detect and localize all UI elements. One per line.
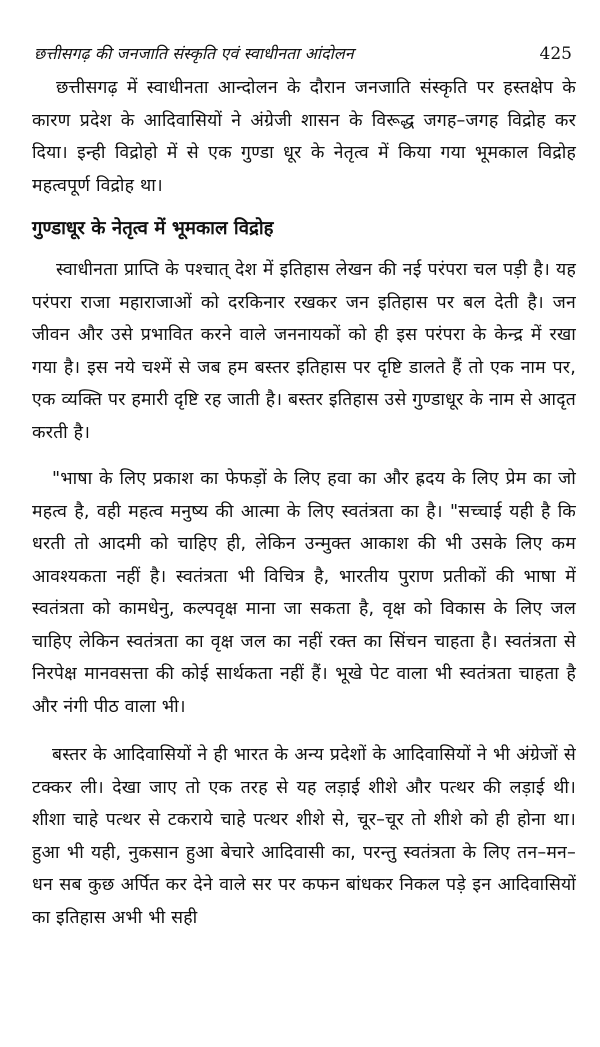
chapter-title: छत्तीसगढ़ की जनजाति संस्कृति एवं स्वाधीनता आंदोलन [34,44,354,63]
body-paragraph-final: बस्तर के आदिवासियों ने ही भारत के अन्य प्रदेशों के आदिवासियों ने भी अंग्रेजों से टक्कर ली। देखा जाए तो एक तरह से यह लड़ाई शीशे और पत्थर की लड़ाई थी। शीशा चाहे पत्थर से टकराये चाहे पत्थर शीशे से, चूर–चूर तो शीशे को ही होना था। हुआ भी यही, नुकसान हुआ बेचारे आदिवासी का, परन्तु स्वतंत्रता के लिए तन–मन–धन सब कुछ अर्पित कर देने वाले सर पर कफन बांधकर निकल पड़े इन आदिवासियों का इतिहास अभी भी सही [32,745,576,928]
intro-paragraph: छत्तीसगढ़ में स्वाधीनता आन्दोलन के दौरान जनजाति संस्कृति पर हस्तक्षेप के कारण प्रदेश के आदिवासियों ने अंग्रेजी शासन के विरूद्ध जगह–जगह विद्रोह कर दिया। इन्ही विद्रोहो में से एक गुण्डा धूर के नेतृत्व में किया गया भूमकाल विद्रोह महत्वपूर्ण विद्रोह था। [32,78,576,196]
body-paragraph: स्वाधीनता प्राप्ति के पश्चात् देश में इतिहास लेखन की नई परंपरा चल पड़ी है। यह परंपरा राजा महाराजाओं को दरकिनार रखकर जन इतिहास पर बल देती है। जन जीवन और उसे प्रभावित करने वाले जननायकों को ही इस परंपरा के केन्द्र में रखा गया है। इस नये चश्में से जब हम बस्तर इतिहास पर दृष्टि डालते हैं तो एक नाम पर, एक व्यक्ति पर हमारी दृष्टि रह जाती है। बस्तर इतिहास उसे गुण्डाधूर के नाम से आदृत करती है। [32,260,576,443]
running-header [34,34,572,64]
quote-paragraph: "भाषा के लिए प्रकाश का फेफड़ों के लिए हवा का और ह्रदय के लिए प्रेम का जो महत्व है, वही महत्व मनुष्य की आत्मा के लिए स्वतंत्रता का है। "सच्चाई यही है कि धरती तो आदमी को चाहिए ही, लेकिन उन्मुक्त आकाश की भी उसके लिए कम आवश्यकता नहीं है। स्वतंत्रता भी विचित्र है, भारतीय पुराण प्रतीकों की भाषा में स्वतंत्रता को कामधेनु, कल्पवृक्ष माना जा सकता है, वृक्ष को विकास के लिए जल चाहिए लेकिन स्वतंत्रता का वृक्ष जल का नहीं रक्त का सिंचन चाहता है। स्वतंत्रता से निरपेक्ष मानवसत्ता की कोई सार्थकता नहीं हैं। भूखे पेट वाला भी स्वतंत्रता चाहता है और नंगी पीठ वाला भी। [32,469,576,717]
section-heading: गुण्डाधूर के नेतृत्व में भूमकाल विद्रोह [32,218,274,239]
page-number: 425 [539,44,572,64]
page-body [32,72,576,934]
